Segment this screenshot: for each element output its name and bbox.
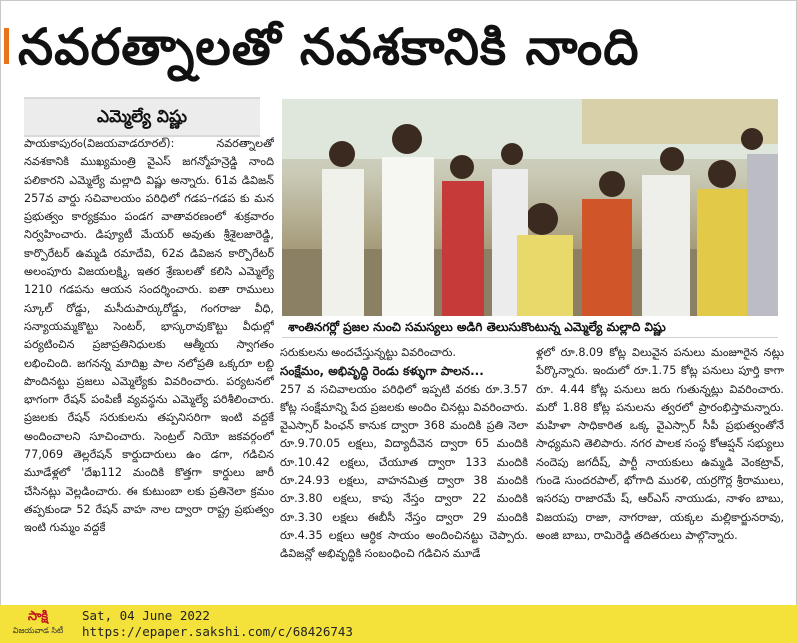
paragraph: సరుకులను అందచేస్తున్నట్టు వివరించారు. [280,346,456,359]
crowd-photo-illustration [282,99,778,316]
logo-edition: విజయవాడ సిటీ [12,626,64,635]
article-column-left [24,135,274,603]
paragraph: 257 వ సచివాలయం పరిధిలో ఇప్పటి వరకు రూ.3.57 కోట్ల సంక్షేమాన్ని పేద ప్రజలకు అందిం చినట్లు వివరించారు. వైఎస్సార్ పింఛన్ కానుక ద్వారా 368 మందికి ప్రతి నెలా రూ.9.70.05 లక్షలు, విద్యాదీవెన ద్వారా 65 మందికి రూ.10.42 లక్షలు, చేయూత ద్వారా 133 మందికి రూ.24.93 లక్షలు, వాహనమిత్ర ద్వారా 38 మందికి రూ.3.80 లక్షలు, కాపు నేస్తం ద్వారా 22 మందికి రూ.3.30 లక్షలు ఈబీసీ నేస్తం ద్వారా 29 మందికి రూ.4.35 లక్షలు ఆర్ధిక సాయం అందించినట్టు చెప్పారు. డివిజన్లో అభివృద్ధికి సంబంధించి గడిచిన మూడే [280,382,528,561]
headline-accent-bar [4,28,9,64]
paragraph: ళ్లలో రూ.8.09 కోట్ల విలువైన పనులు మంజూరైన నట్లు పేర్కొన్నారు. ఇందులో రూ.1.75 కోట్ల పనులు పూర్తి కాగా రూ. 4.44 కోట్ల పనులు జరు గుతున్నట్లు వివరించారు. మరో 1.88 కోట్ల పనులను త్వరలో ప్రారంభిస్తామన్నారు. మహిళా సాధికారిత ఒక్క వైఎస్సార్ సీపీ ప్రభుత్వంతోనే సాధ్యమని తెలిపారు. నగర పాలక సంస్థ కోఆప్షన్ సభ్యులు నందెపు జగదీష్, పార్టీ నాయకులు ఉమ్మడి వెంకట్రావ్, గుండె సుందరపాల్, భోగాది మురళి, యర్రగొర్ల శ్రీరాములు, ఇసరపు రాజారమే ష్, ఆర్ఎస్ నాయుడు, నాళం బాబు, విజయపు రాజా, నాగరాజు, యక్కల మల్లికార్జునరావు, అంజి బాబు, రామిరెడ్డి తదితరులు పాల్గొన్నారు. [536,346,784,542]
article-column-middle [280,344,528,603]
sakshi-logo[interactable] [4,609,72,639]
paragraph: పాయకాపురం(విజయవాడరూరల్): నవరత్నాలతో నవశకానికి ముఖ్యమంత్రి వైఎస్ జగన్మోహన్రెడ్డి నాంది పలికారని ఎమ్మెల్యే మల్లాది విష్ణు అన్నారు. 61వ డివిజన్ 257వ వార్డు సచివాలయం పరిధిలో గడప–గడప కు మన ప్రభుత్వం కార్యక్రమం పండగ వాతావరణంలో శుక్రవారం నిర్వహించారు. డిప్యూటీ మేయర్ అవుతు శ్రీశైలజారెడ్డి, కార్పొరేటర్ ఉమ్మడి రమాదేవి, 62వ డివిజన కార్పొరేటర్ అలంపూరు విజయలక్ష్మి, ఇతర శ్రేణులతో కలిసి ఎమ్మెల్యే 1210 గడపను ఆయన సందర్శించారు. ఐతా రాములు స్కూల్ రోడ్డు, మసీదుపార్కురోడ్డు, గంగరాజు వీధి, సన్యాయమ్మకొట్టు సెంటర్, భాస్కరావుకొట్టు వీధుల్లో పర్యటించిన ప్రజాప్రతినిధులకు ఆత్మీయ స్వాగతం లభించింది. జగనన్న మాదిఖ్ర పాల నలోప్రతి ఒక్కరూ లబ్ది పొందినట్టు ప్రజలు ఎమ్మెల్యేకు వివరించారు. పర్యటనలో భాగంగా రేషన్ పంపిణీ వ్యవస్థను ఎమ్మెల్యే పరిశీలించారు. ప్రజలకు రేషన్ సరుకులను తప్పనిసరిగా ఇంటి వద్దకే అందించాలని సూచించారు. సెంట్రల్ నియో జకవర్గంలో 77,069 తెల్లరేషన్ కార్డుదారులు ఉం డగా, గడిచిన మూడేళ్లలో 'దేఖ112 మందికి కొత్తగా కార్డులు జారీ చేసినట్లు వెల్లడించారు. ఈ కుటుంబా లకు ప్రతినెలా క్రమం తప్పకుండా 52 రేషన్ వాహ నాల ద్వారా రాష్ట్ర ప్రభుత్వం ఇంటి గుమ్మం వద్దకే [24,137,274,535]
epaper-link[interactable]: https://epaper.sakshi.com/c/68426743 [82,624,353,639]
logo-name: సాక్షి [27,609,49,624]
article-headline: నవరత్నాలతో నవశకానికి నాంది [18,18,640,76]
section-subhead: సంక్షేమం, అభివృద్ధి రెండు కళ్ళుగా పాలన... [280,364,484,379]
publication-date: Sat, 04 June 2022 [82,608,210,623]
byline-box: ఎమ్మెల్యే విష్ణు [24,97,260,137]
photo-caption: శాంతినగర్లో ప్రజల నుంచి సమస్యలు అడిగి తెలుసుకొంటున్న ఎమ్మెల్యే మల్లాది విష్ణు [282,316,778,338]
article-column-right [536,344,784,603]
epaper-footer [0,605,797,643]
news-photo [282,99,778,316]
